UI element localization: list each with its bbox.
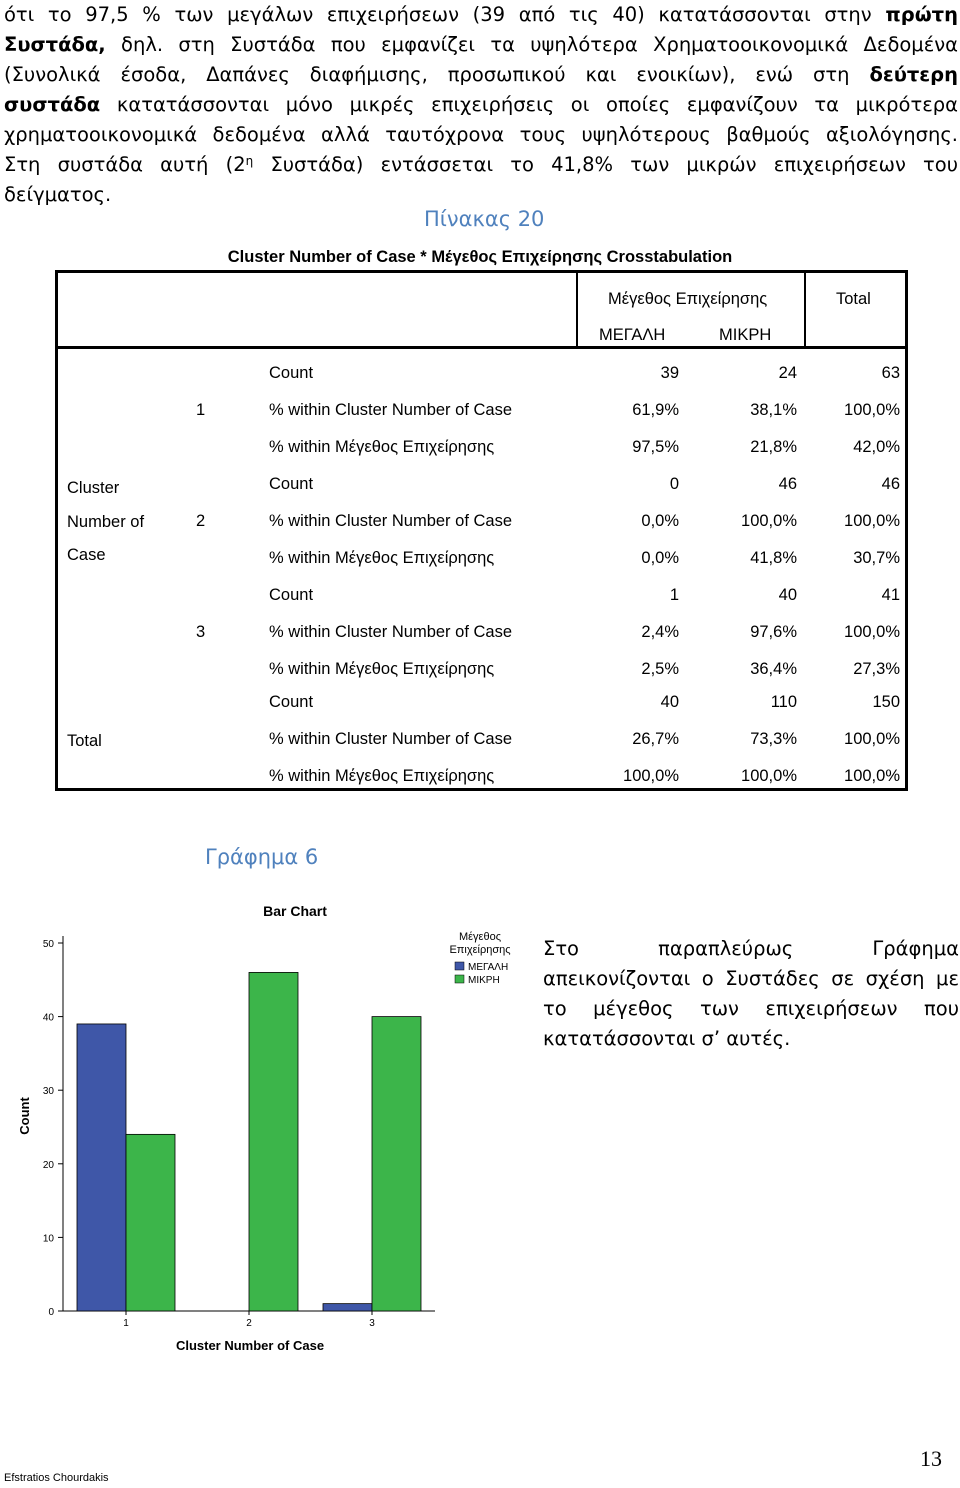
stat-label: Count <box>269 475 314 493</box>
header-total: Total <box>836 290 871 308</box>
cell-large: 61,9% <box>632 401 679 419</box>
total-label: Total <box>67 732 102 750</box>
cell-small: 24 <box>778 364 797 382</box>
cell-total: 63 <box>881 364 900 382</box>
x-axis-label: Cluster Number of Case <box>175 1338 325 1353</box>
legend-swatch-large <box>455 962 464 970</box>
table-row <box>58 659 905 679</box>
stat-label: % within Cluster Number of Case <box>269 730 513 748</box>
page-number: 13 <box>920 1446 942 1471</box>
bar-small-cluster-1 <box>126 1134 175 1311</box>
stat-label: % within Μέγεθος Επιχείρησης <box>269 660 495 678</box>
paragraph-line-5: χρηματοοικονομικά δεδομένα αλλά ταυτόχρονα τους υψηλότερους βαθμούς αξιολόγησης. <box>4 123 958 146</box>
x-tick-group <box>123 1311 375 1329</box>
cell-small: 21,8% <box>750 438 797 456</box>
chart-title: Bar Chart <box>263 903 327 919</box>
cell-small: 36,4% <box>750 660 797 678</box>
cell-small: 46 <box>778 475 797 493</box>
cell-large: 39 <box>660 364 679 382</box>
cell-total: 42,0% <box>853 438 900 456</box>
text-run: κατατάσσονται μόνο μικρές επιχειρήσεις οι οποίες εμφανίζουν τα μικρότερα <box>100 93 958 116</box>
paragraph-line-6 <box>4 150 958 180</box>
y-axis-label: Count <box>17 1097 32 1135</box>
row-group-label: Number of <box>67 513 145 531</box>
text-run: Στη συστάδα αυτή (2 <box>4 153 246 176</box>
paragraph-line-7: δείγματος. <box>4 183 112 206</box>
paragraph-line-4 <box>4 90 958 120</box>
text-run: δηλ. στη Συστάδα που εμφανίζει τα υψηλότερα Χρηματοοικονομικά Δεδομένα <box>105 33 958 56</box>
figure-caption: Γράφημα 6 <box>205 845 319 869</box>
legend-title-line-1: Μέγεθος <box>458 931 502 943</box>
table-row <box>58 511 905 531</box>
row-group-label: Case <box>67 546 106 564</box>
table-row <box>58 437 905 457</box>
crosstab-table <box>55 270 908 791</box>
bar-small-cluster-3 <box>372 1017 421 1311</box>
y-tick-label: 20 <box>42 1159 54 1171</box>
cell-total: 100,0% <box>844 623 900 641</box>
y-tick-label: 30 <box>42 1086 54 1098</box>
x-tick-label: 1 <box>123 1318 129 1329</box>
paragraph-line-1 <box>4 0 958 30</box>
side-line-2: απεικονίζονται ο Συστάδες σε σχέση με <box>543 967 959 990</box>
bar-large-cluster-3 <box>323 1304 372 1311</box>
y-tick-label: 0 <box>48 1307 54 1318</box>
row-group-label: Cluster <box>67 479 120 497</box>
paragraph-line-2 <box>4 30 958 60</box>
side-line-1: Στο παραπλεύρως Γράφημα <box>543 937 959 960</box>
y-tick-group <box>43 939 63 1318</box>
bold-run: συστάδα <box>4 93 101 116</box>
cell-small: 41,8% <box>750 549 797 567</box>
cell-large: 2,5% <box>641 660 679 678</box>
cell-small: 38,1% <box>750 401 797 419</box>
y-tick-label: 10 <box>42 1233 54 1245</box>
side-line-4: κατατάσσονται σ’ αυτές. <box>543 1027 791 1050</box>
cell-total: 41 <box>881 586 900 604</box>
bar-group <box>77 972 421 1311</box>
stat-label: % within Cluster Number of Case <box>269 512 513 530</box>
bold-run: Συστάδα, <box>4 33 106 56</box>
bold-run: δεύτερη <box>869 63 958 86</box>
cell-small: 110 <box>770 693 797 711</box>
cell-large: 2,4% <box>641 623 679 641</box>
stat-label: Count <box>269 693 314 711</box>
legend-label-small: ΜΙΚΡΗ <box>468 975 500 986</box>
table-row <box>58 585 905 605</box>
intro-paragraph <box>4 0 958 210</box>
cell-large: 0,0% <box>641 549 679 567</box>
table-title: Cluster Number of Case * Μέγεθος Επιχείρησης Crosstabulation <box>227 248 733 266</box>
header-group: Μέγεθος Επιχείρησης <box>608 290 768 308</box>
col-divider-left <box>576 273 578 348</box>
table-row <box>58 548 905 568</box>
stat-label: % within Cluster Number of Case <box>269 623 513 641</box>
stat-label: % within Μέγεθος Επιχείρησης <box>269 549 495 567</box>
cell-large: 100,0% <box>623 767 679 785</box>
header-divider <box>58 346 905 349</box>
paragraph-line-3 <box>4 60 958 90</box>
cell-total: 100,0% <box>844 730 900 748</box>
bar-large-cluster-1 <box>77 1024 126 1311</box>
x-tick-label: 2 <box>246 1318 252 1329</box>
cell-total: 100,0% <box>844 401 900 419</box>
y-tick-label: 50 <box>42 939 54 950</box>
cell-large: 40 <box>660 693 679 711</box>
cluster-number: 1 <box>196 401 206 419</box>
cell-small: 40 <box>778 586 797 604</box>
col-divider-total <box>804 273 806 348</box>
legend-title-line-2: Επιχείρησης <box>449 944 511 956</box>
cell-total: 100,0% <box>844 512 900 530</box>
stat-label: % within Μέγεθος Επιχείρησης <box>269 438 495 456</box>
cell-large: 0 <box>669 475 679 493</box>
cell-large: 0,0% <box>641 512 679 530</box>
cell-total: 27,3% <box>853 660 900 678</box>
stat-label: % within Μέγεθος Επιχείρησης <box>269 767 495 785</box>
cluster-number: 3 <box>196 623 206 641</box>
table-row <box>58 692 905 712</box>
bold-run: πρώτη <box>885 3 958 26</box>
text-run: ότι το 97,5 % των μεγάλων επιχειρήσεων (39 από τις 40) κατατάσσονται στην <box>4 3 886 26</box>
bar-chart <box>0 896 530 1366</box>
bar-small-cluster-2 <box>249 972 298 1311</box>
stat-label: Count <box>269 364 314 382</box>
cell-total: 100,0% <box>844 767 900 785</box>
table-caption: Πίνακας 20 <box>424 207 545 231</box>
cluster-number: 2 <box>196 512 206 530</box>
stat-label: % within Cluster Number of Case <box>269 401 513 419</box>
cell-small: 97,6% <box>750 623 797 641</box>
table-row <box>58 766 905 786</box>
cell-large: 26,7% <box>632 730 679 748</box>
legend-label-large: ΜΕΓΑΛΗ <box>468 962 509 973</box>
footer-author: Efstratios Chourdakis <box>4 1472 109 1484</box>
cell-large: 97,5% <box>632 438 679 456</box>
legend-swatch-small <box>455 975 464 983</box>
cell-small: 100,0% <box>741 767 797 785</box>
cell-small: 100,0% <box>741 512 797 530</box>
cell-large: 1 <box>669 586 679 604</box>
side-line-3: το μέγεθος των επιχειρήσεων που <box>543 997 959 1020</box>
stat-label: Count <box>269 586 314 604</box>
cell-small: 73,3% <box>750 730 797 748</box>
superscript: η <box>245 154 254 168</box>
table-row <box>58 363 905 383</box>
table-row <box>58 400 905 420</box>
x-tick-label: 3 <box>369 1318 375 1329</box>
text-run: Συστάδα) εντάσσεται το 41,8% των μικρών επιχειρήσεων του <box>253 153 958 176</box>
header-col-large: ΜΕΓΑΛΗ <box>599 326 666 344</box>
bar-chart-svg <box>0 896 530 1366</box>
cell-total: 150 <box>872 693 900 711</box>
side-paragraph <box>543 934 959 1054</box>
cell-total: 30,7% <box>853 549 900 567</box>
text-run: (Συνολικά έσοδα, Δαπάνες διαφήμισης, προσωπικού και ενοικίων), ενώ στη <box>4 63 870 86</box>
header-col-small: ΜΙΚΡΗ <box>719 326 772 344</box>
y-tick-label: 40 <box>42 1012 54 1024</box>
table-row <box>58 622 905 642</box>
cell-total: 46 <box>881 475 900 493</box>
table-row <box>58 474 905 494</box>
table-row <box>58 729 905 749</box>
legend <box>449 931 510 986</box>
